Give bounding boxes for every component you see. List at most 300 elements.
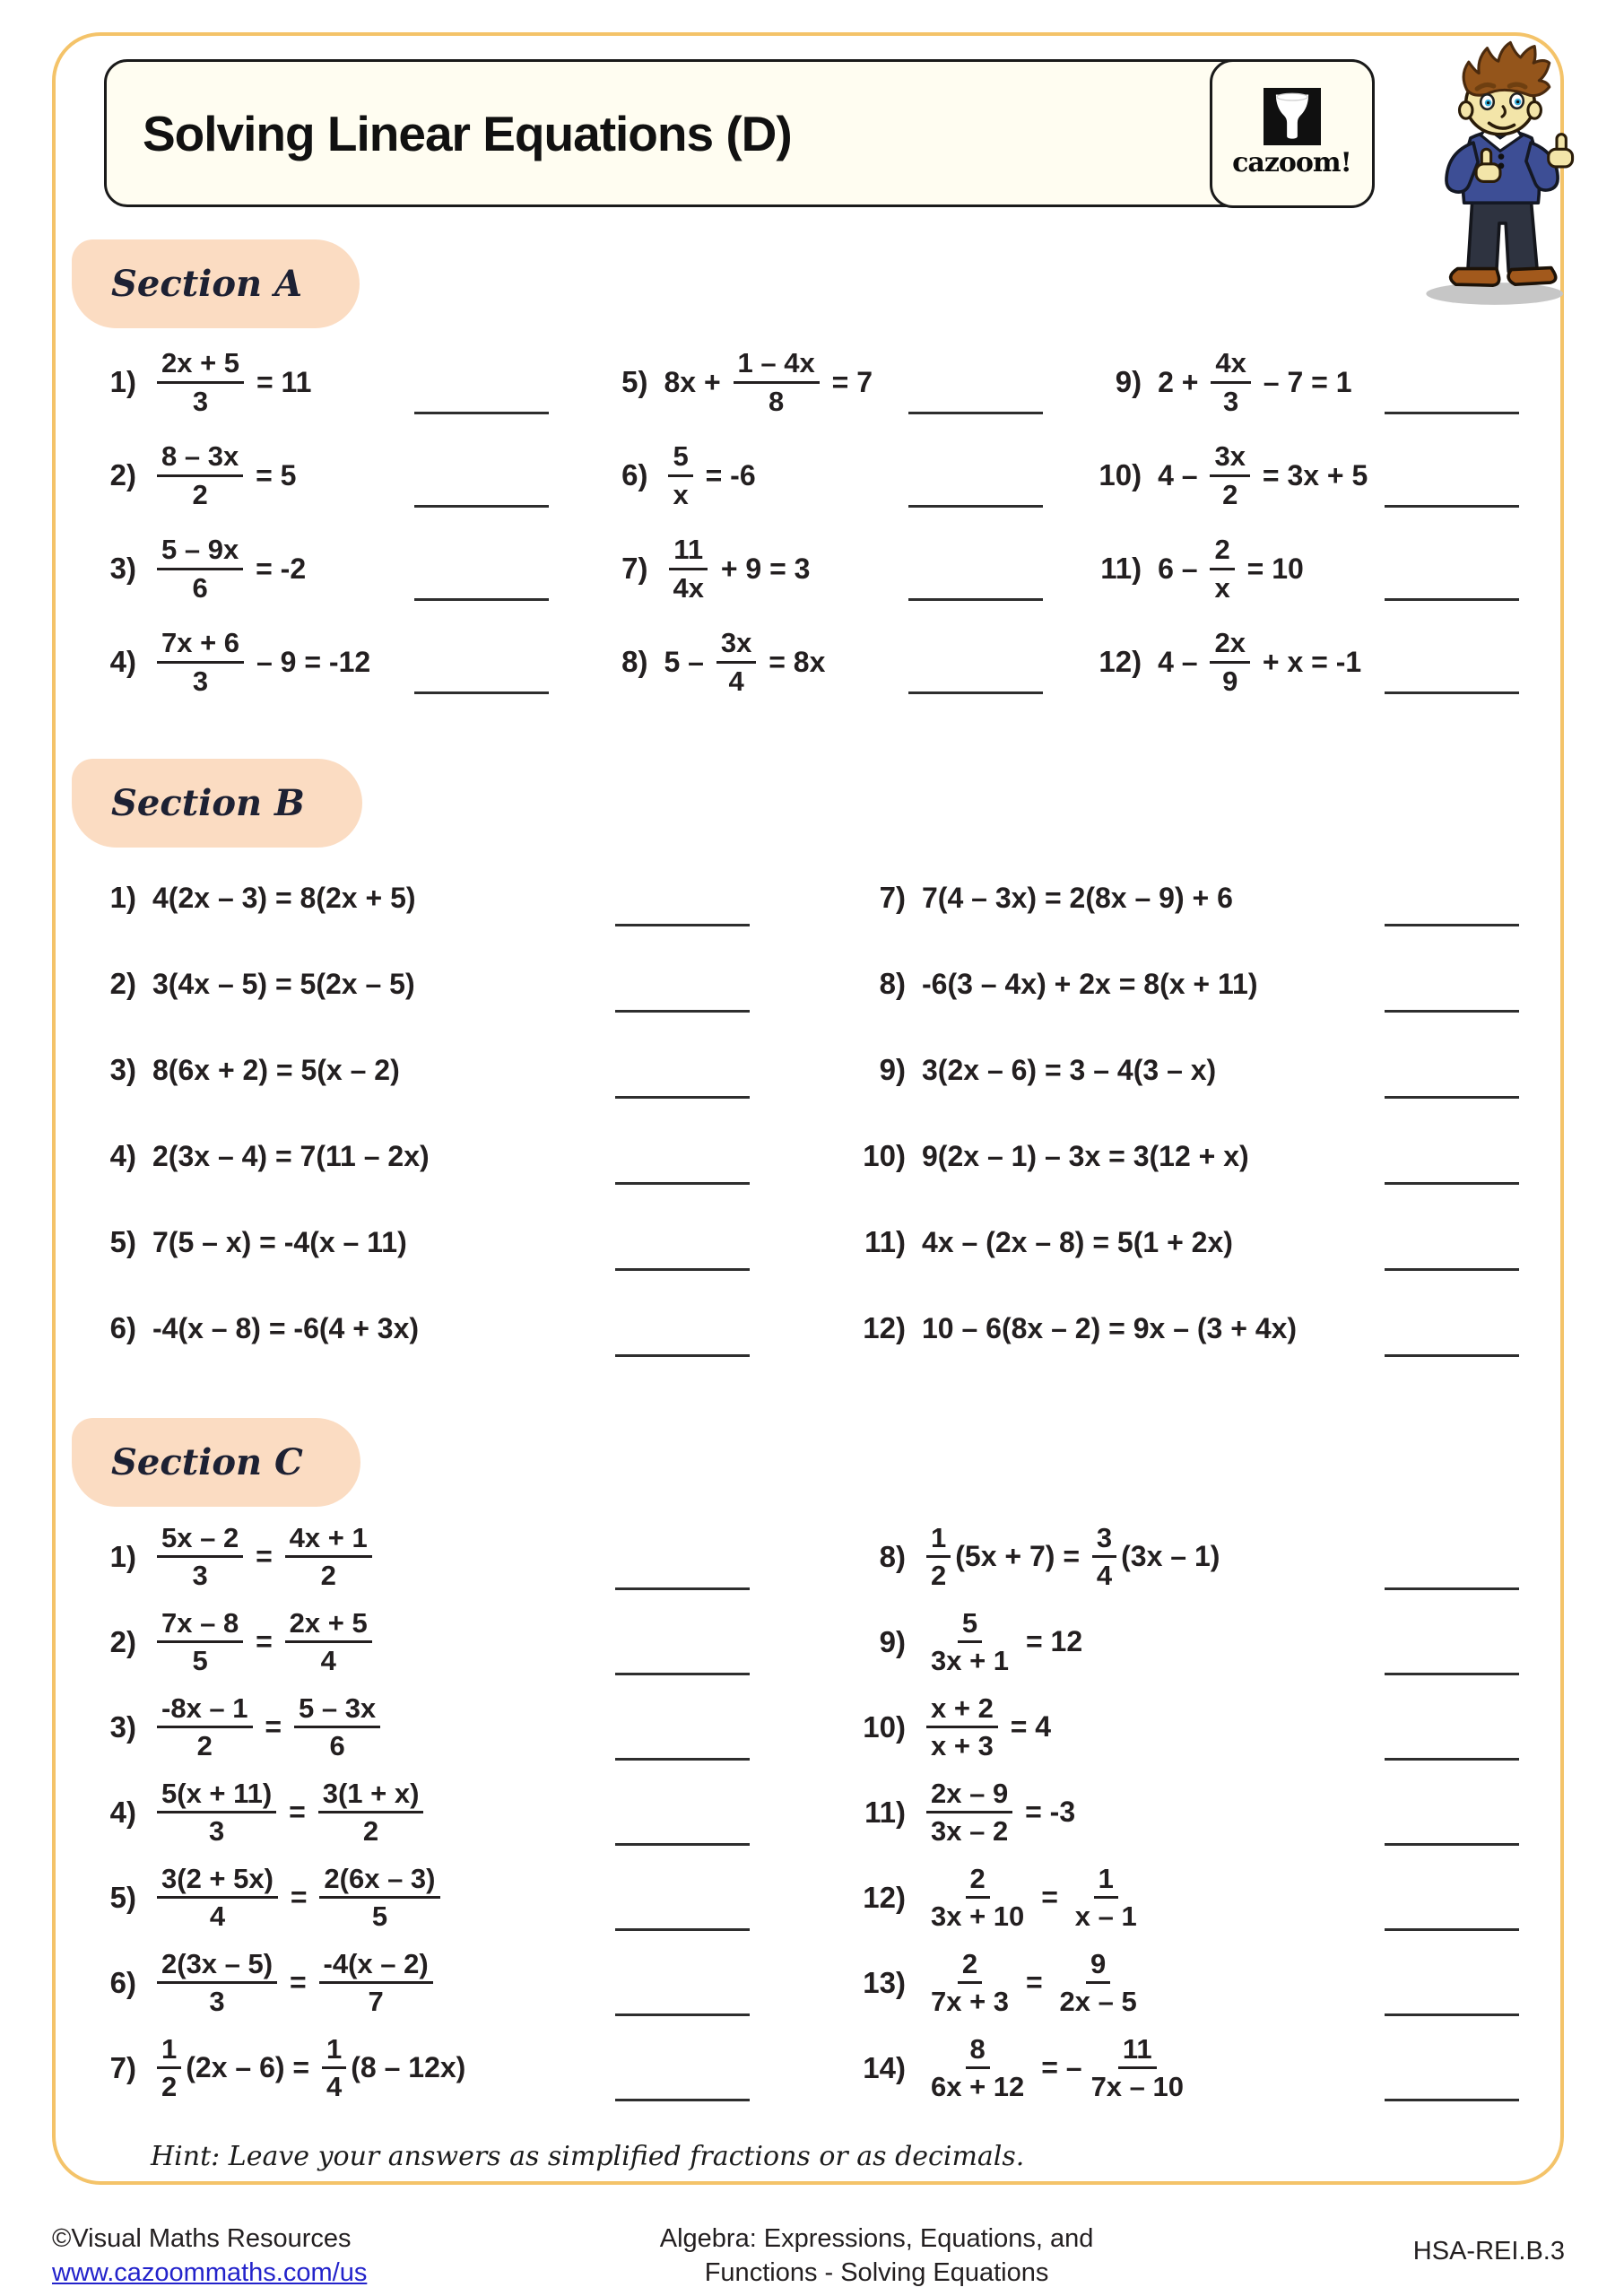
- cazoom-logo: [1210, 59, 1375, 208]
- fraction-denominator: 2: [196, 1730, 213, 1761]
- problem-number: 5): [109, 1880, 136, 1914]
- problem-row: [93, 1514, 755, 1599]
- fraction-denominator: 6x + 12: [931, 2071, 1025, 2102]
- equation: [664, 441, 755, 509]
- equation: [152, 1949, 438, 2017]
- fraction-numerator: 3(2 + 5x): [157, 1864, 278, 1899]
- equation-text: = -2: [248, 552, 307, 585]
- equation-text: =: [248, 1625, 281, 1657]
- brand-name: cazoom!: [1232, 147, 1351, 178]
- fraction: [157, 628, 244, 696]
- fraction-denominator: 3: [209, 1986, 225, 2017]
- equation: [152, 968, 415, 1001]
- problem-number: 12): [863, 1311, 906, 1344]
- equation-text: 7(5 – x) = -4(x – 11): [152, 1225, 407, 1258]
- problem-row: [93, 522, 554, 615]
- equation-text: 9(2x – 1) – 3x = 3(12 + x): [922, 1139, 1249, 1172]
- problem-row: [863, 1027, 1524, 1113]
- equation: [152, 348, 311, 416]
- equation-text: + 9 = 3: [712, 552, 811, 585]
- equation: [152, 628, 370, 696]
- fraction-numerator: 3x: [716, 628, 756, 663]
- fraction-denominator: 2: [320, 1560, 336, 1591]
- answer-line[interactable]: [1385, 1928, 1519, 1931]
- equation-text: = 11: [248, 365, 312, 398]
- fraction-denominator: 2: [362, 1815, 379, 1847]
- fraction-numerator: 4x + 1: [285, 1523, 372, 1558]
- equation: [1158, 441, 1368, 509]
- answer-line[interactable]: [414, 505, 549, 508]
- answer-line[interactable]: [615, 1928, 750, 1931]
- fraction-numerator: 2: [966, 1864, 990, 1899]
- problem-number: 3): [109, 552, 136, 585]
- problem-number: 5): [621, 365, 648, 398]
- equation-text: = 8x: [760, 645, 826, 678]
- problem-row: [863, 855, 1524, 941]
- equation: [664, 348, 873, 416]
- equation: [922, 1523, 1220, 1591]
- equation-text: = 5: [248, 458, 297, 491]
- problem-row: [604, 429, 1048, 522]
- equation-text: (3x – 1): [1121, 1540, 1220, 1572]
- problem-row: [1099, 522, 1524, 615]
- fraction: [668, 441, 692, 509]
- fraction-numerator: 1: [322, 2034, 346, 2069]
- standard-code: HSA-REI.B.3: [1412, 2237, 1565, 2266]
- equation-text: = 3x + 5: [1254, 458, 1368, 491]
- problem-column: [1099, 335, 1524, 709]
- problem-row: [863, 1199, 1524, 1285]
- problem-number: 12): [863, 1880, 906, 1914]
- answer-line[interactable]: [908, 598, 1043, 601]
- section-a-header: Section A: [72, 239, 360, 328]
- fraction-numerator: 7x – 8: [157, 1608, 243, 1643]
- equation: [922, 1949, 1146, 2017]
- answer-line[interactable]: [615, 2099, 750, 2101]
- equation-text: = -6: [697, 458, 756, 491]
- answer-line[interactable]: [615, 1587, 750, 1590]
- fraction-denominator: 2: [1222, 478, 1238, 510]
- answer-line[interactable]: [615, 1182, 750, 1185]
- answer-line[interactable]: [1385, 1843, 1519, 1846]
- answer-line[interactable]: [615, 1843, 750, 1846]
- problem-row: [93, 2025, 755, 2110]
- equation-text: 6 –: [1158, 552, 1206, 585]
- problem-row: [863, 1684, 1524, 1770]
- fraction-numerator: 7x + 6: [157, 628, 244, 663]
- problem-number: 11): [864, 1795, 906, 1829]
- problem-row: [93, 1599, 755, 1684]
- fraction-denominator: 7x – 10: [1090, 2071, 1184, 2102]
- fraction-denominator: 3: [192, 385, 209, 417]
- equation: [922, 968, 1257, 1001]
- fraction: [1210, 628, 1249, 696]
- fraction-numerator: 5: [958, 1608, 982, 1643]
- equation: [152, 535, 306, 603]
- equation-text: 8x +: [664, 365, 729, 398]
- equation: [922, 1054, 1216, 1087]
- problem-row: [604, 522, 1048, 615]
- fraction: [319, 1949, 433, 2017]
- fraction-denominator: x – 1: [1074, 1900, 1137, 1932]
- fraction-numerator: 9: [1086, 1949, 1110, 1984]
- equation: [152, 1312, 419, 1345]
- fraction: [318, 1779, 424, 1847]
- answer-line[interactable]: [1385, 1587, 1519, 1590]
- fraction: [285, 1608, 372, 1676]
- fraction: [1211, 348, 1250, 416]
- fraction-numerator: 8 – 3x: [157, 441, 243, 476]
- equation-text: 2 +: [1158, 365, 1207, 398]
- answer-line[interactable]: [1385, 691, 1519, 694]
- problem-row: [93, 1940, 755, 2025]
- equation-text: 7(4 – 3x) = 2(8x – 9) + 6: [922, 881, 1233, 914]
- equation: [922, 1779, 1075, 1847]
- problem-number: 8): [879, 967, 906, 1000]
- fraction: [157, 1523, 243, 1591]
- equation: [152, 1779, 428, 1847]
- fraction-numerator: 2(3x – 5): [157, 1949, 277, 1984]
- equation-text: -6(3 – 4x) + 2x = 8(x + 11): [922, 967, 1258, 1000]
- equation-text: 3(4x – 5) = 5(2x – 5): [152, 967, 415, 1000]
- answer-line[interactable]: [414, 412, 549, 414]
- problem-row: [93, 855, 755, 941]
- equation: [152, 1140, 430, 1173]
- answer-line[interactable]: [414, 691, 549, 694]
- fraction: [157, 1949, 277, 2017]
- problem-column: [604, 335, 1048, 709]
- answer-line[interactable]: [1385, 1268, 1519, 1271]
- problem-row: [863, 1599, 1524, 1684]
- equation-text: =: [248, 1540, 281, 1572]
- problem-row: [1099, 615, 1524, 709]
- problem-row: [863, 1514, 1524, 1599]
- website-link[interactable]: www.cazoommaths.com/us: [52, 2257, 368, 2287]
- equation: [152, 1693, 385, 1761]
- answer-line[interactable]: [1385, 1354, 1519, 1357]
- fraction-denominator: 3x – 2: [931, 1815, 1009, 1847]
- problem-number: 7): [879, 881, 906, 914]
- problem-row: [93, 1770, 755, 1855]
- fraction-numerator: 5: [668, 441, 692, 476]
- equation-text: 4 –: [1158, 645, 1206, 678]
- equation: [152, 1054, 400, 1087]
- answer-line[interactable]: [615, 2013, 750, 2016]
- fraction-numerator: 3: [1092, 1523, 1116, 1558]
- footer-topic-line2: Functions - Solving Equations: [704, 2257, 1049, 2287]
- fraction-denominator: x: [1214, 571, 1230, 604]
- answer-line[interactable]: [908, 691, 1043, 694]
- fraction-numerator: 3(1 + x): [318, 1779, 424, 1813]
- equation-text: 5 –: [664, 645, 712, 678]
- answer-line[interactable]: [1385, 1758, 1519, 1761]
- fraction: [1210, 441, 1249, 509]
- answer-line[interactable]: [1385, 1010, 1519, 1013]
- equation: [152, 1226, 407, 1259]
- fraction: [157, 441, 243, 509]
- problem-number: 4): [109, 645, 136, 678]
- equation-text: + x = -1: [1254, 645, 1362, 678]
- fraction-numerator: 1 – 4x: [734, 348, 820, 383]
- answer-line[interactable]: [1385, 598, 1519, 601]
- equation-text: -4(x – 8) = -6(4 + 3x): [152, 1311, 420, 1344]
- fraction-denominator: 2: [192, 478, 208, 510]
- copyright-text: ©Visual Maths Resources: [52, 2224, 352, 2253]
- problem-row: [93, 1027, 755, 1113]
- problem-number: 9): [879, 1624, 906, 1658]
- section-c-header: Section C: [72, 1418, 360, 1507]
- problem-row: [863, 2025, 1524, 2110]
- answer-line[interactable]: [615, 1758, 750, 1761]
- fraction-denominator: 6: [192, 571, 208, 604]
- fraction-numerator: 2: [958, 1949, 982, 1984]
- fraction-numerator: 2x – 9: [926, 1779, 1012, 1813]
- problem-row: [863, 1285, 1524, 1371]
- problem-number: 14): [863, 2050, 906, 2084]
- fraction-numerator: 3x: [1210, 441, 1249, 476]
- answer-line[interactable]: [1385, 2013, 1519, 2016]
- fraction-numerator: 5x – 2: [157, 1523, 243, 1558]
- equation: [152, 1864, 445, 1932]
- problem-row: [863, 1770, 1524, 1855]
- fraction: [322, 2034, 346, 2102]
- fraction-numerator: 4x: [1211, 348, 1250, 383]
- problem-number: 10): [863, 1709, 906, 1744]
- problem-column: [863, 1514, 1524, 2110]
- equation-text: = 4: [1002, 1710, 1052, 1743]
- problem-number: 4): [109, 1139, 136, 1172]
- equation: [922, 1312, 1297, 1345]
- worksheet-border-frame: [52, 32, 1564, 2185]
- answer-line[interactable]: [1385, 1182, 1519, 1185]
- fraction-denominator: 3: [208, 1815, 225, 1847]
- footer: [0, 2199, 1624, 2290]
- fraction: [1210, 535, 1234, 603]
- problem-number: 13): [863, 1965, 906, 1999]
- fraction: [157, 1779, 276, 1847]
- fraction-denominator: 9: [1222, 665, 1238, 697]
- equation-text: – 9 = -12: [248, 645, 371, 678]
- equation-text: = 12: [1018, 1625, 1083, 1657]
- problem-column: [93, 335, 554, 709]
- fraction-numerator: 2(6x – 3): [319, 1864, 439, 1899]
- problem-row: [93, 615, 554, 709]
- fraction: [157, 348, 244, 416]
- problem-number: 3): [109, 1709, 136, 1744]
- equation: [922, 1608, 1082, 1676]
- problem-number: 1): [109, 365, 136, 398]
- equation: [664, 535, 810, 603]
- equation: [1158, 535, 1304, 603]
- equation-text: 2(3x – 4) = 7(11 – 2x): [152, 1139, 430, 1172]
- fraction-denominator: 4: [320, 1645, 336, 1676]
- problem-number: 9): [1115, 365, 1142, 398]
- problem-number: 7): [621, 552, 648, 585]
- equation-text: 10 – 6(8x – 2) = 9x – (3 + 4x): [922, 1311, 1298, 1344]
- answer-line[interactable]: [615, 1010, 750, 1013]
- problem-row: [93, 1199, 755, 1285]
- answer-line[interactable]: [1385, 505, 1519, 508]
- answer-line[interactable]: [1385, 412, 1519, 414]
- answer-line[interactable]: [1385, 1673, 1519, 1675]
- problem-number: 1): [109, 881, 136, 914]
- footer-topic: [367, 2222, 1412, 2290]
- section-c-problems: [91, 1514, 1524, 2110]
- problem-row: [93, 1285, 755, 1371]
- equation: [922, 2034, 1193, 2102]
- equation: [152, 1608, 377, 1676]
- fraction-denominator: 3x + 10: [931, 1900, 1025, 1932]
- equation: [152, 1523, 377, 1591]
- answer-line[interactable]: [1385, 1096, 1519, 1099]
- problem-number: 1): [109, 1539, 136, 1573]
- equation-text: = –: [1033, 2051, 1082, 2083]
- fraction: [926, 1523, 951, 1591]
- equation-text: 4 –: [1158, 458, 1206, 491]
- equation-text: – 7 = 1: [1255, 365, 1352, 398]
- equation-text: 8(6x + 2) = 5(x – 2): [152, 1053, 400, 1086]
- section-b-header: Section B: [72, 759, 362, 848]
- equation-text: = -3: [1017, 1796, 1076, 1828]
- fraction-numerator: 5(x + 11): [157, 1779, 276, 1813]
- equation-text: (8 – 12x): [351, 2051, 466, 2083]
- fraction-numerator: 11: [1118, 2034, 1157, 2069]
- fraction-denominator: 6: [329, 1730, 345, 1761]
- equation-text: = 7: [823, 365, 873, 398]
- fraction-denominator: 5: [192, 1645, 208, 1676]
- answer-line[interactable]: [908, 505, 1043, 508]
- equation-text: =: [282, 1966, 315, 1998]
- fraction-denominator: 8: [768, 385, 785, 417]
- fraction-denominator: 3: [1222, 385, 1239, 417]
- fraction-numerator: 8: [966, 2034, 990, 2069]
- problem-number: 2): [109, 967, 136, 1000]
- problem-row: [604, 615, 1048, 709]
- problem-row: [863, 1855, 1524, 1940]
- fraction: [926, 1693, 998, 1761]
- fraction-numerator: 2: [1210, 535, 1234, 570]
- problem-row: [863, 941, 1524, 1027]
- fraction-numerator: 1: [926, 1523, 951, 1558]
- equation-text: 4(2x – 3) = 8(2x + 5): [152, 881, 416, 914]
- equation-text: =: [282, 1881, 316, 1913]
- problem-number: 7): [109, 2050, 136, 2084]
- fraction: [926, 1608, 1013, 1676]
- problem-number: 8): [621, 645, 648, 678]
- fraction-numerator: 5 – 9x: [157, 535, 243, 570]
- problem-number: 6): [621, 458, 648, 491]
- hint-text: Hint: Leave your answers as simplified fractions or as decimals.: [151, 2141, 1025, 2172]
- answer-line[interactable]: [1385, 2099, 1519, 2101]
- problem-row: [604, 335, 1048, 429]
- section-a-problems: [91, 335, 1524, 709]
- equation: [922, 1140, 1249, 1173]
- equation-text: (2x – 6) =: [186, 2051, 317, 2083]
- fraction-numerator: -4(x – 2): [319, 1949, 433, 1984]
- section-b-problems: [91, 855, 1524, 1371]
- equation-text: 3(2x – 6) = 3 – 4(3 – x): [922, 1053, 1217, 1086]
- problem-number: 11): [1100, 552, 1142, 585]
- fraction-denominator: 5: [371, 1900, 388, 1932]
- fraction: [1071, 1864, 1142, 1932]
- answer-line[interactable]: [908, 412, 1043, 414]
- problem-row: [863, 1940, 1524, 2025]
- fraction: [1055, 1949, 1142, 2017]
- problem-number: 10): [863, 1139, 906, 1172]
- fraction-denominator: 7x + 3: [931, 1986, 1010, 2017]
- problem-row: [1099, 429, 1524, 522]
- fraction: [157, 1864, 278, 1932]
- fraction-numerator: 2x + 5: [157, 348, 244, 383]
- equation: [152, 2034, 465, 2102]
- fraction-denominator: 2: [161, 2071, 178, 2102]
- equation: [922, 1226, 1233, 1259]
- answer-line[interactable]: [615, 1268, 750, 1271]
- problem-number: 6): [109, 1965, 136, 1999]
- problem-number: 6): [109, 1311, 136, 1344]
- equation-text: =: [1018, 1966, 1051, 1998]
- fraction-numerator: 2x: [1210, 628, 1249, 663]
- problem-column: [93, 1514, 755, 2110]
- problem-number: 4): [109, 1795, 136, 1829]
- problem-number: 5): [109, 1225, 136, 1258]
- fraction: [285, 1523, 372, 1591]
- answer-line[interactable]: [615, 1096, 750, 1099]
- fraction-denominator: 4: [1096, 1560, 1113, 1591]
- footer-topic-line1: Algebra: Expressions, Equations, and: [659, 2224, 1094, 2253]
- answer-line[interactable]: [414, 598, 549, 601]
- problem-row: [93, 941, 755, 1027]
- equation-text: (5x + 7) =: [955, 1540, 1088, 1572]
- equation: [922, 1693, 1051, 1761]
- problem-column: [93, 855, 755, 1371]
- title-box: [104, 59, 1374, 207]
- fraction: [157, 535, 243, 603]
- problem-row: [1099, 335, 1524, 429]
- fraction-denominator: 3x + 1: [931, 1645, 1010, 1676]
- fraction-denominator: 7: [368, 1986, 384, 2017]
- fraction: [294, 1693, 380, 1761]
- fraction-denominator: 4: [209, 1900, 226, 1932]
- fraction-denominator: 3: [192, 665, 209, 697]
- equation-text: 4x – (2x – 8) = 5(1 + 2x): [922, 1225, 1233, 1258]
- fraction: [926, 2034, 1029, 2102]
- problem-row: [93, 1684, 755, 1770]
- answer-line[interactable]: [615, 1354, 750, 1357]
- answer-line[interactable]: [615, 924, 750, 926]
- fraction-numerator: 5 – 3x: [294, 1693, 380, 1728]
- fraction-numerator: 1: [157, 2034, 181, 2069]
- fraction-denominator: 2x – 5: [1059, 1986, 1137, 2017]
- problem-number: 2): [109, 1624, 136, 1658]
- answer-line[interactable]: [1385, 924, 1519, 926]
- fraction: [1092, 1523, 1116, 1591]
- fraction: [734, 348, 820, 416]
- fraction-denominator: 4: [728, 665, 744, 697]
- answer-line[interactable]: [615, 1673, 750, 1675]
- equation: [922, 882, 1233, 915]
- problem-number: 10): [1099, 458, 1142, 491]
- fraction-denominator: 2: [931, 1560, 947, 1591]
- problem-row: [93, 335, 554, 429]
- fraction: [157, 1693, 253, 1761]
- problem-number: 8): [879, 1539, 906, 1573]
- equation-text: =: [281, 1796, 314, 1828]
- fraction: [716, 628, 756, 696]
- fraction: [926, 1779, 1012, 1847]
- equation-text: =: [1033, 1881, 1066, 1913]
- fraction-denominator: x + 3: [931, 1730, 994, 1761]
